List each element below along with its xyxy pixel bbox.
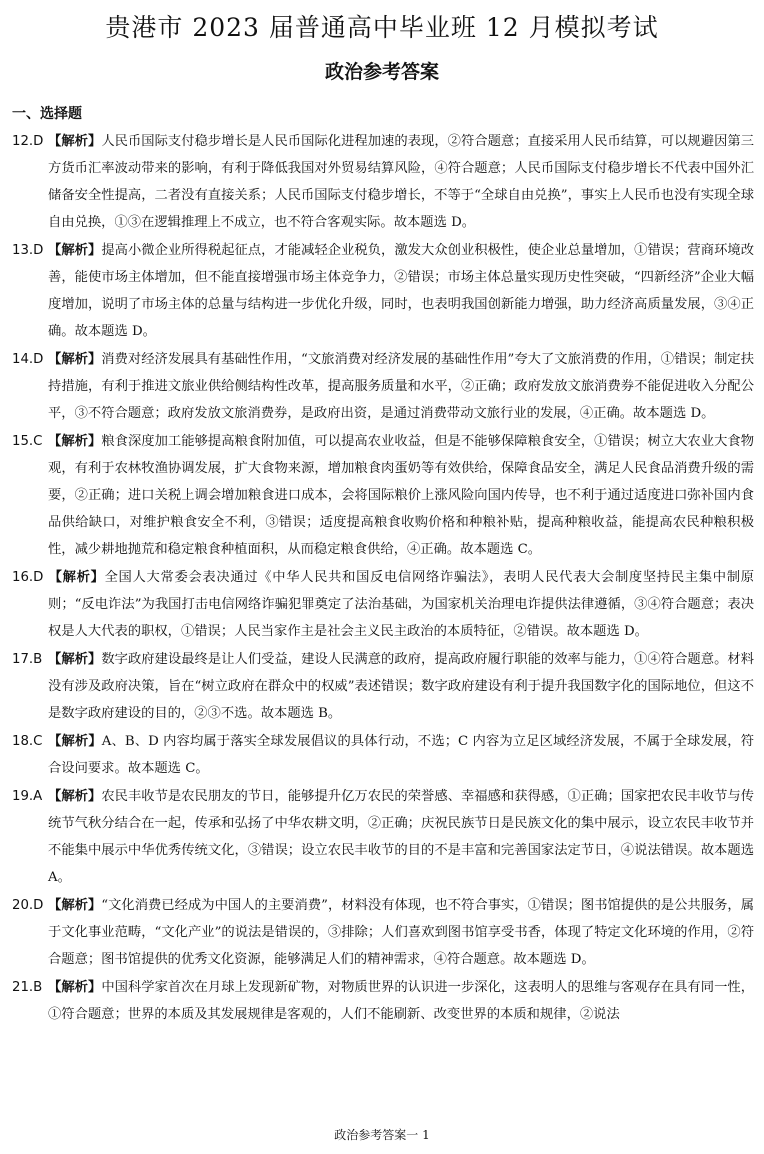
analysis-tag: 【解析】: [48, 652, 102, 667]
question-number: 18.C: [12, 734, 43, 749]
answer-explanation: 数字政府建设最终是让人们受益，建设人民满意的政府，提高政府履行职能的效率与能力，①④符合题意。材料没有涉及政府决策，旨在“树立政府在群众中的权威”表述错误；数字政府建设有利于提升我国数字化的国际地位，但这不是数字政府建设的目的，②③不选。故本题选 B。: [48, 652, 755, 721]
analysis-tag: 【解析】: [48, 134, 102, 149]
answer-list: [12, 128, 754, 1029]
question-number: 21.B: [12, 980, 43, 995]
question-number: 15.C: [12, 434, 43, 449]
answer-explanation: 提高小微企业所得税起征点，才能减轻企业税负，激发大众创业积极性，使企业总量增加，①错误；营商环境改善，能使市场主体增加，但不能直接增强市场主体竞争力，②错误；市场主体总量实现历史性突破，“四新经济”企业大幅度增加，说明了市场主体的总量与结构进一步优化升级，同时，也表明我国创新能力增强，助力经济高质量发展，③④正确。故本题选 D。: [48, 243, 755, 339]
section-heading: 一、选择题: [12, 106, 82, 122]
answer-item-13: [12, 237, 754, 345]
question-number: 14.D: [12, 352, 44, 367]
answer-item-18: [12, 728, 754, 782]
page-footer: 政治参考答案一 1: [334, 1128, 430, 1142]
exam-title: 贵港市 2023 届普通高中毕业班 12 月模拟考试: [105, 13, 659, 42]
document-subtitle: 政治参考答案: [324, 61, 439, 83]
answer-explanation: 粮食深度加工能够提高粮食附加值，可以提高农业收益，但是不能够保障粮食安全，①错误；树立大农业大食物观，有利于农林牧渔协调发展，扩大食物来源，增加粮食肉蛋奶等有效供给，保障食品安全，满足人民食品消费升级的需要，②正确；进口关税上调会增加粮食进口成本，会将国际粮价上涨风险向国内传导，也不利于通过适度进口弥补国内食品供给缺口，对维护粮食安全不利，③错误；适度提高粮食收购价格和种粮补贴，提高种粮收益，能提高农民种粮积极性，减少耕地抛荒和稳定粮食种植面积，从而稳定粮食供给，④正确。故本题选 C。: [48, 434, 755, 557]
answer-explanation: 中国科学家首次在月球上发现新矿物，对物质世界的认识进一步深化，这表明人的思维与客观存在具有同一性，①符合题意；世界的本质及其发展规律是客观的，人们不能刷新、改变世界的本质和规律，②说法: [48, 980, 755, 1022]
answer-item-16: [12, 564, 754, 645]
analysis-tag: 【解析】: [48, 352, 102, 367]
question-number: 19.A: [12, 789, 43, 804]
answer-item-20: [12, 892, 754, 973]
question-number: 13.D: [12, 243, 44, 258]
answer-explanation: 全国人大常委会表决通过《中华人民共和国反电信网络诈骗法》，表明人民代表大会制度坚持民主集中制原则；“反电诈法”为我国打击电信网络诈骗犯罪奠定了法治基础，为国家机关治理电诈提供法律遵循，③④符合题意；表决权是人大代表的职权，①错误；人民当家作主是社会主义民主政治的本质特征，②错误。故本题选 D。: [48, 570, 754, 639]
analysis-tag: 【解析】: [48, 734, 102, 749]
answer-item-17: [12, 646, 754, 727]
answer-explanation: 消费对经济发展具有基础性作用，“文旅消费对经济发展的基础性作用”夸大了文旅消费的作用，①错误；制定扶持措施，有利于推进文旅业供给侧结构性改革，提高服务质量和水平，②正确；政府发放文旅消费券不能促进收入分配公平，③不符合题意；政府发放文旅消费券，是政府出资，是通过消费带动文旅行业的发展，④正确。故本题选 D。: [48, 352, 754, 421]
answer-item-19: [12, 783, 754, 891]
answer-explanation: 人民币国际支付稳步增长是人民币国际化进程加速的表现，②符合题意；直接采用人民币结算，可以规避因第三方货币汇率波动带来的影响，有利于降低我国对外贸易结算风险，④符合题意；人民币国际支付稳步增长不代表中国外汇储备安全性提高，二者没有直接关系；人民币国际支付稳步增长，不等于“全球自由兑换”，事实上人民币也没有实现全球自由兑换，①③在逻辑推理上不成立，也不符合客观实际。故本题选 D。: [48, 134, 755, 230]
analysis-tag: 【解析】: [48, 789, 102, 804]
answer-explanation: 农民丰收节是农民朋友的节日，能够提升亿万农民的荣誉感、幸福感和获得感，①正确；国家把农民丰收节与传统节气秋分结合在一起，传承和弘扬了中华农耕文明，②正确；庆祝民族节日是民族文化的集中展示，设立农民丰收节并不能集中展示中华优秀传统文化，③错误；设立农民丰收节的目的不是丰富和完善国家法定节日，④说法错误。故本题选 A。: [48, 789, 755, 885]
answer-item-12: [12, 128, 754, 236]
answer-explanation: “文化消费已经成为中国人的主要消费”，材料没有体现，也不符合事实，①错误；图书馆提供的是公共服务，属于文化事业范畴，“文化产业”的说法是错误的，③排除；人们喜欢到图书馆享受书香，体现了特定文化环境的作用，②符合题意；图书馆提供的优秀文化资源，能够满足人们的精神需求，④符合题意。故本题选 D。: [48, 898, 754, 967]
answer-item-15: [12, 428, 754, 563]
analysis-tag: 【解析】: [48, 434, 102, 449]
analysis-tag: 【解析】: [48, 570, 105, 585]
question-number: 17.B: [12, 652, 43, 667]
analysis-tag: 【解析】: [48, 980, 102, 995]
answer-item-14: [12, 346, 754, 427]
answer-item-21: [12, 974, 754, 1028]
question-number: 12.D: [12, 134, 44, 149]
question-number: 16.D: [12, 570, 44, 585]
question-number: 20.D: [12, 898, 44, 913]
analysis-tag: 【解析】: [48, 898, 102, 913]
answer-explanation: A、B、D 内容均属于落实全球发展倡议的具体行动，不选；C 内容为立足区域经济发展，不属于全球发展，符合设问要求。故本题选 C。: [48, 734, 754, 776]
analysis-tag: 【解析】: [48, 243, 102, 258]
